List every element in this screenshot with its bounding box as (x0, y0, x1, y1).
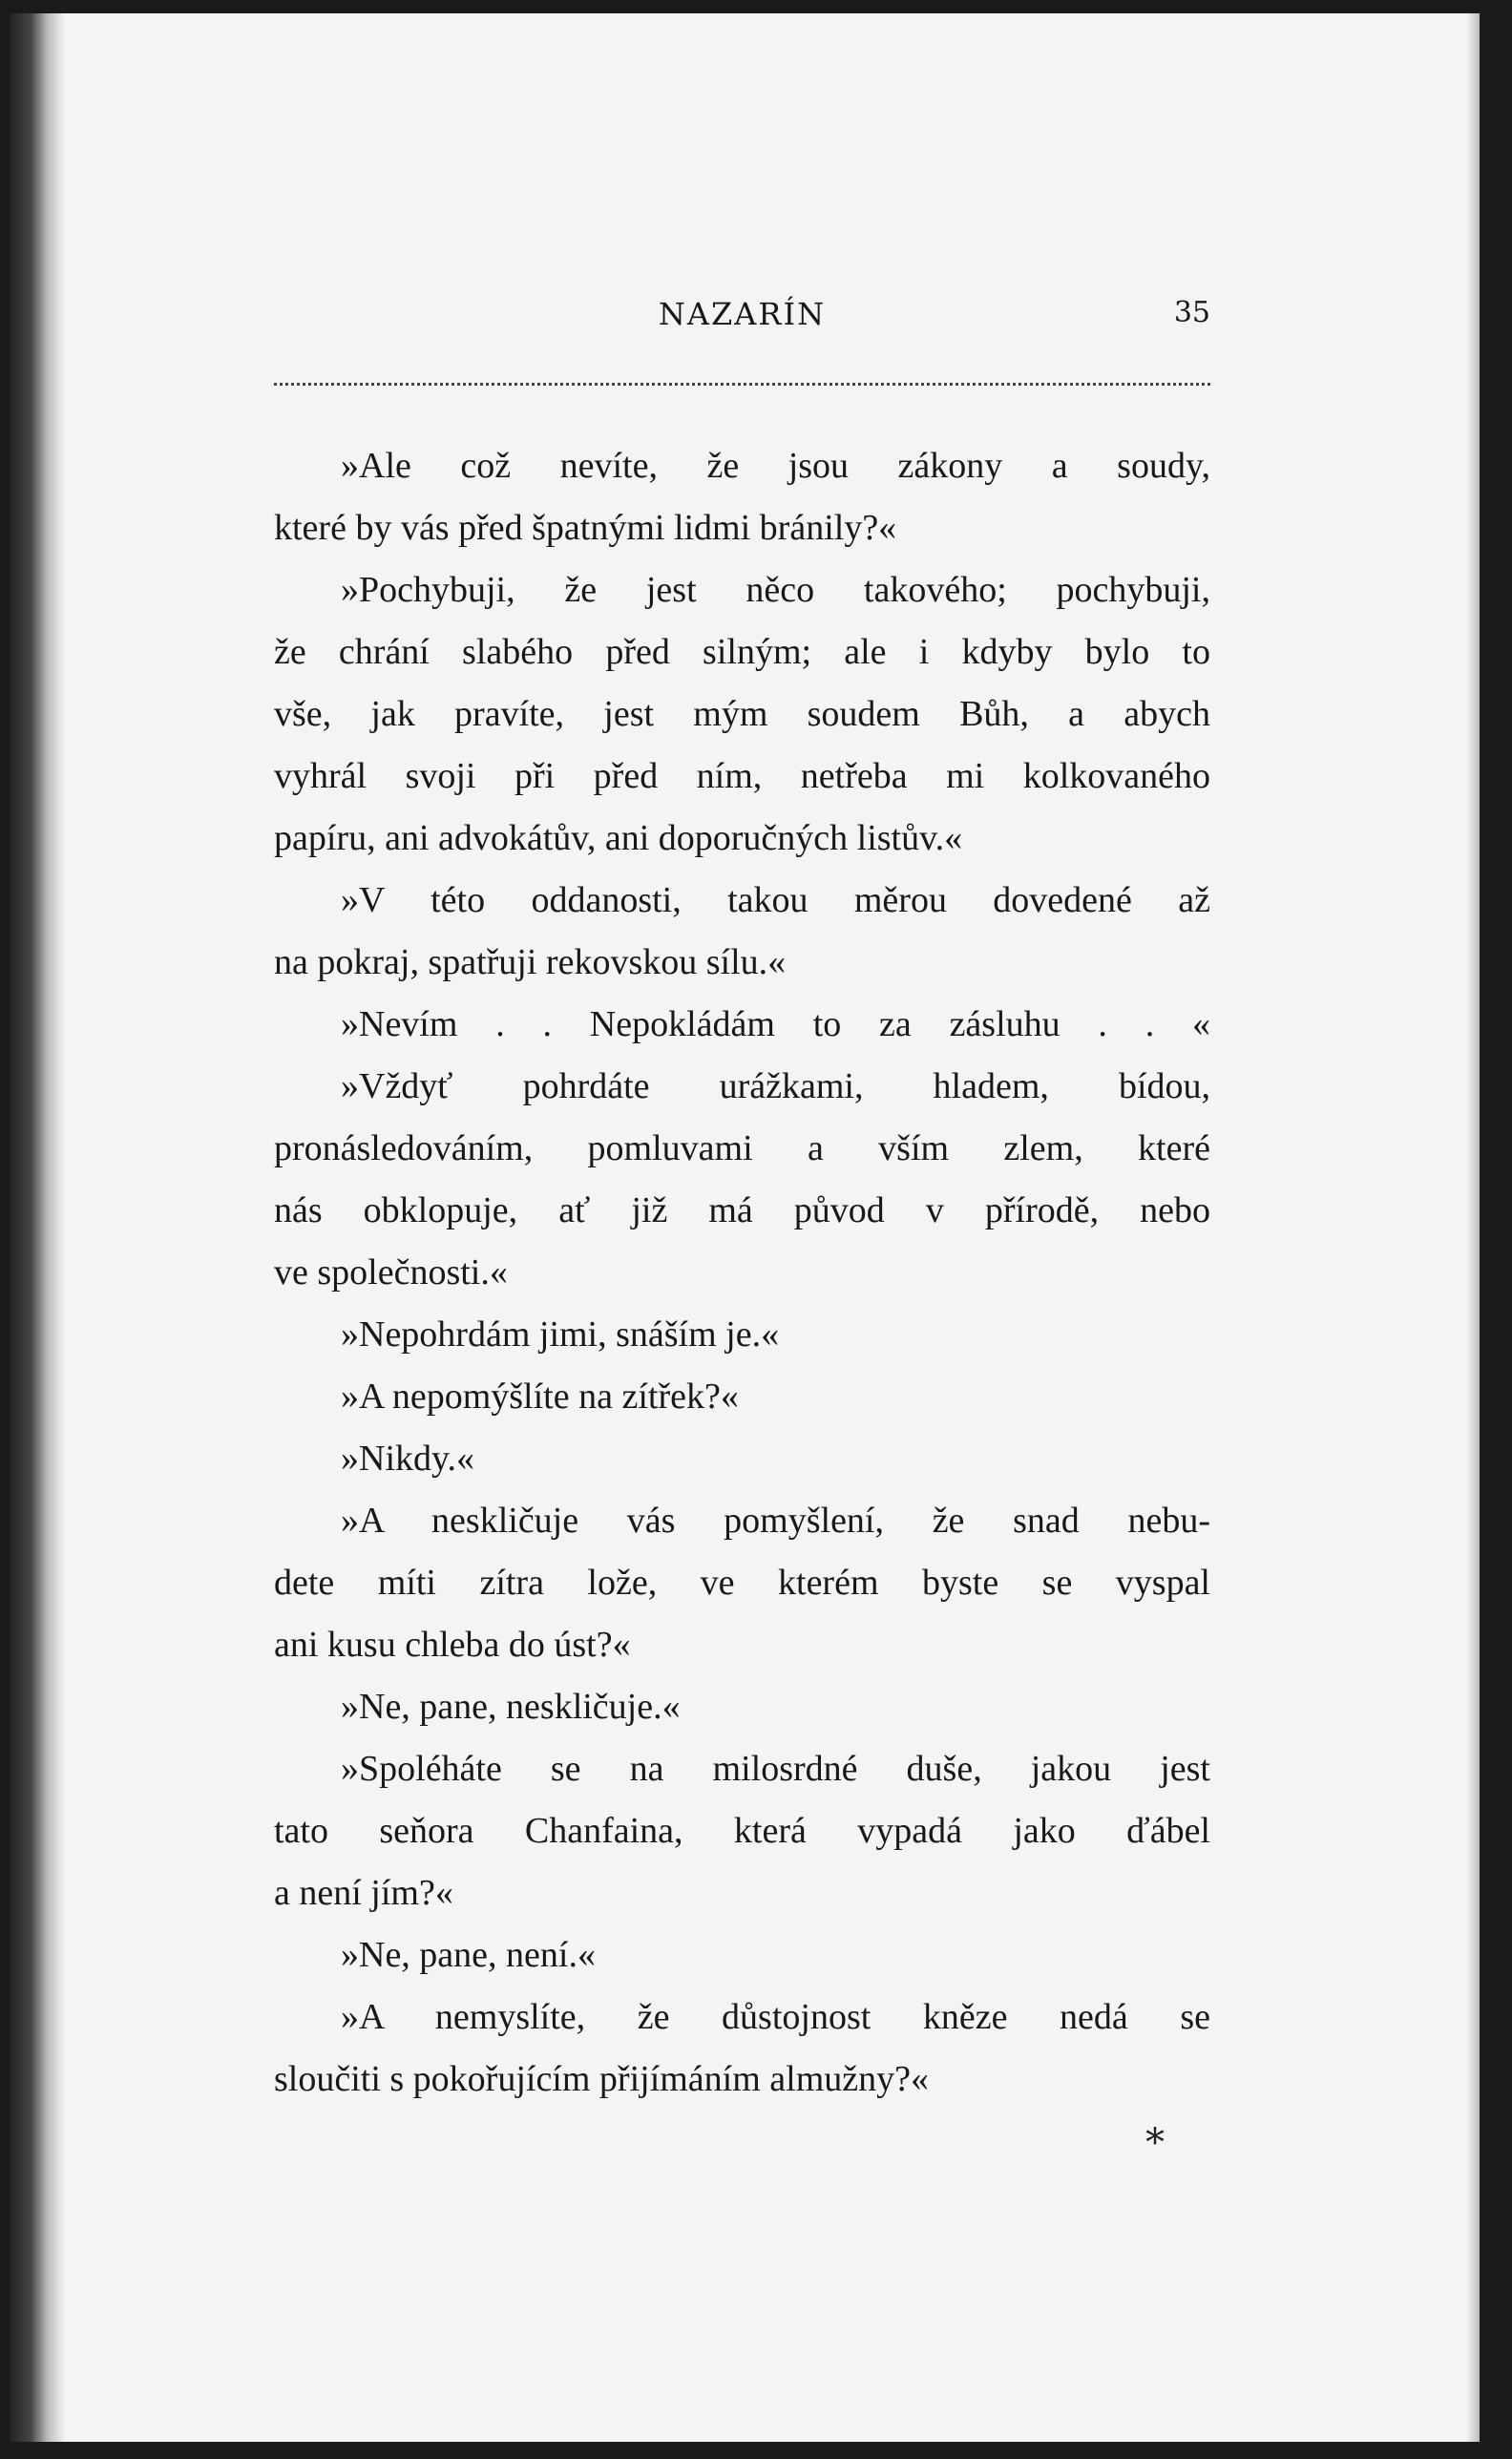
page-edge-shadow (1466, 13, 1480, 2442)
text-line: dete míti zítra lože, ve kterém byste se vyspal (274, 1563, 1210, 1603)
section-ornament: * (1145, 2121, 1165, 2165)
text-line: »Nepohrdám jimi, snáším je.« (341, 1314, 780, 1355)
text-line: »Vždyť pohrdáte urážkami, hladem, bídou, (341, 1066, 1210, 1106)
text-line: »Ne, pane, není.« (341, 1935, 596, 1975)
header-dotted-rule (274, 383, 1210, 386)
text-line: »A neskličuje vás pomyšlení, že snad nebu- (341, 1501, 1210, 1541)
text-line: a není jím?« (274, 1873, 453, 1913)
text-line: že chrání slabého před silným; ale i kdyby bylo to (274, 632, 1210, 672)
text-line: papíru, ani advokátův, ani doporučných listův.« (274, 818, 963, 858)
text-line: »A nepomýšlíte na zítřek?« (341, 1377, 739, 1417)
text-line: »A nemyslíte, že důstojnost kněze nedá se (341, 1997, 1210, 2037)
text-line: »V této oddanosti, takou měrou dovedené až (341, 880, 1210, 920)
text-line: tato seňora Chanfaina, která vypadá jako ďábel (274, 1811, 1210, 1851)
text-line: vše, jak pravíte, jest mým soudem Bůh, a abych (274, 694, 1210, 734)
text-line: ani kusu chleba do úst?« (274, 1625, 631, 1665)
text-line: ve společnosti.« (274, 1252, 508, 1293)
text-line: vyhrál svoji při před ním, netřeba mi kolkovaného (274, 756, 1210, 796)
page-number: 35 (1173, 296, 1210, 329)
body-text (274, 435, 1210, 2111)
text-line: které by vás před špatnými lidmi bránily?« (274, 508, 897, 548)
text-line: »Pochybuji, že jest něco takového; pochybuji, (341, 570, 1210, 610)
running-title: NAZARÍN (658, 296, 827, 332)
text-line: »Nikdy.« (341, 1439, 475, 1479)
text-line: »Nevím . . Nepokládám to za zásluhu . . « (341, 1004, 1210, 1044)
book-spine-shadow (10, 13, 65, 2442)
text-line: »Ne, pane, neskličuje.« (341, 1687, 681, 1727)
text-line: pronásledováním, pomluvami a vším zlem, které (274, 1128, 1210, 1168)
text-line: na pokraj, spatřuji rekovskou sílu.« (274, 942, 787, 982)
page-header (274, 296, 1210, 344)
text-line: »Spoléháte se na milosrdné duše, jakou jest (341, 1749, 1210, 1789)
text-line: »Ale což nevíte, že jsou zákony a soudy, (341, 446, 1210, 486)
text-line: nás obklopuje, ať již má původ v přírodě, nebo (274, 1190, 1210, 1230)
text-line: sloučiti s pokořujícím přijímáním almužny?« (274, 2059, 930, 2099)
